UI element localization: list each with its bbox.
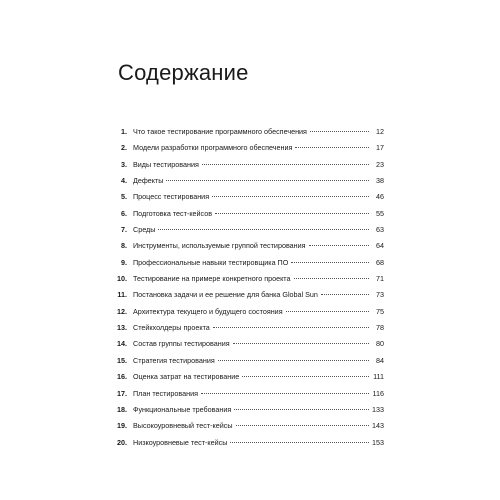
toc-entry-number: 4. xyxy=(121,176,127,186)
toc-entry-page-number: 55 xyxy=(376,208,384,218)
toc-entry-title: Стейкхолдеры проекта xyxy=(133,323,210,333)
toc-leader-dots xyxy=(218,360,369,361)
toc-entry[interactable] xyxy=(112,353,384,369)
toc-entry[interactable] xyxy=(112,173,384,189)
toc-leader-dots xyxy=(236,425,369,426)
toc-leader-dots xyxy=(202,164,369,165)
toc-entry-number: 7. xyxy=(121,225,127,235)
toc-entry[interactable] xyxy=(112,238,384,254)
toc-entry-title: Архитектура текущего и будущего состояния xyxy=(133,306,283,316)
toc-entry-page-number: 143 xyxy=(372,421,384,431)
toc-entry[interactable] xyxy=(112,287,384,303)
toc-leader-dots xyxy=(321,294,369,295)
toc-entry-page-number: 12 xyxy=(376,127,384,136)
toc-entry-page-number: 71 xyxy=(376,274,384,284)
toc-entry-page-number: 153 xyxy=(372,437,384,447)
toc-leader-dots xyxy=(158,229,369,230)
toc-entry-title: Дефекты xyxy=(133,176,164,186)
toc-entry-page-number: 63 xyxy=(376,225,384,235)
toc-entry-title: Оценка затрат на тестирование xyxy=(133,372,240,382)
toc-leader-dots xyxy=(215,213,369,214)
toc-entry-number: 5. xyxy=(121,192,127,202)
toc-entry[interactable] xyxy=(112,271,384,287)
toc-entry[interactable] xyxy=(112,189,384,205)
toc-entry-title: Процесс тестирования xyxy=(133,192,210,202)
toc-leader-dots xyxy=(233,343,369,344)
toc-leader-dots xyxy=(309,245,369,246)
toc-entry-number: 16. xyxy=(117,372,127,382)
toc-leader-dots xyxy=(166,180,369,181)
toc-entry[interactable] xyxy=(112,124,384,140)
toc-entry-page-number: 78 xyxy=(376,323,384,333)
toc-entry[interactable] xyxy=(112,140,384,156)
toc-entry-number: 17. xyxy=(117,388,127,398)
toc-entry-number: 13. xyxy=(117,323,127,333)
toc-entry-page-number: 133 xyxy=(372,404,384,414)
toc-entry[interactable] xyxy=(112,222,384,238)
toc-entry-title: Функциональные требования xyxy=(133,404,232,414)
toc-entry[interactable] xyxy=(112,304,384,320)
toc-entry-number: 18. xyxy=(117,404,127,414)
toc-entry[interactable] xyxy=(112,418,384,434)
toc-entry-number: 20. xyxy=(117,437,127,447)
toc-leader-dots xyxy=(295,147,369,148)
toc-entry[interactable] xyxy=(112,336,384,352)
toc-leader-dots xyxy=(242,376,369,377)
table-of-contents xyxy=(112,124,384,451)
toc-entry-title: Что такое тестирование программного обеспечения xyxy=(133,127,307,136)
toc-entry-title: Подготовка тест-кейсов xyxy=(133,208,213,218)
toc-entry-number: 1. xyxy=(121,127,127,136)
toc-entry[interactable] xyxy=(112,255,384,271)
toc-entry-page-number: 17 xyxy=(376,143,384,153)
toc-entry-page-number: 80 xyxy=(376,339,384,349)
toc-entry-title: Профессиональные навыки тестировщика ПО xyxy=(133,257,289,267)
toc-leader-dots xyxy=(201,393,369,394)
toc-entry-title: Постановка задачи и ее решение для банка Global Sun xyxy=(133,290,318,300)
toc-entry-title: Состав группы тестирования xyxy=(133,339,230,349)
toc-entry-title: Тестирование на примере конкретного проекта xyxy=(133,274,291,284)
toc-entry-number: 19. xyxy=(117,421,127,431)
toc-entry-number: 11. xyxy=(117,290,127,300)
toc-entry-page-number: 84 xyxy=(376,355,384,365)
toc-leader-dots xyxy=(212,196,369,197)
toc-entry-page-number: 46 xyxy=(376,192,384,202)
toc-entry-title: Виды тестирования xyxy=(133,159,199,169)
toc-entry[interactable] xyxy=(112,435,384,451)
toc-entry-number: 15. xyxy=(117,355,127,365)
toc-leader-dots xyxy=(213,327,369,328)
toc-entry-number: 14. xyxy=(117,339,127,349)
toc-entry-page-number: 64 xyxy=(376,241,384,251)
toc-leader-dots xyxy=(291,262,369,263)
page-title: Содержание xyxy=(118,60,249,85)
toc-entry-page-number: 75 xyxy=(376,306,384,316)
toc-leader-dots xyxy=(310,131,369,132)
toc-entry-number: 6. xyxy=(121,208,127,218)
toc-entry-number: 3. xyxy=(121,159,127,169)
toc-entry-page-number: 111 xyxy=(373,372,384,382)
toc-entry-page-number: 38 xyxy=(376,176,384,186)
toc-entry-page-number: 116 xyxy=(372,388,384,398)
toc-entry-title: Высокоуровневый тест-кейсы xyxy=(133,421,233,431)
toc-entry-page-number: 73 xyxy=(376,290,384,300)
toc-leader-dots xyxy=(234,409,369,410)
toc-entry-title: Стратегия тестирования xyxy=(133,355,215,365)
toc-entry-title: Модели разработки программного обеспечения xyxy=(133,143,293,153)
toc-entry[interactable] xyxy=(112,206,384,222)
toc-entry-title: Среды xyxy=(133,225,156,235)
toc-entry-number: 9. xyxy=(121,257,127,267)
toc-entry-title: Инструменты, используемые группой тестирования xyxy=(133,241,306,251)
toc-entry-page-number: 68 xyxy=(376,257,384,267)
toc-entry[interactable] xyxy=(112,320,384,336)
toc-entry[interactable] xyxy=(112,402,384,418)
toc-leader-dots xyxy=(230,442,369,443)
toc-entry-title: Низкоуровневые тест-кейсы xyxy=(133,437,228,447)
toc-entry[interactable] xyxy=(112,369,384,385)
toc-entry-number: 8. xyxy=(121,241,127,251)
toc-entry-page-number: 23 xyxy=(376,159,384,169)
toc-leader-dots xyxy=(294,278,369,279)
toc-entry-title: План тестирования xyxy=(133,388,199,398)
toc-entry[interactable] xyxy=(112,157,384,173)
toc-entry[interactable] xyxy=(112,386,384,402)
toc-entry-number: 10. xyxy=(117,274,127,284)
toc-entry-number: 2. xyxy=(121,143,127,153)
toc-leader-dots xyxy=(286,311,369,312)
toc-entry-number: 12. xyxy=(117,306,127,316)
